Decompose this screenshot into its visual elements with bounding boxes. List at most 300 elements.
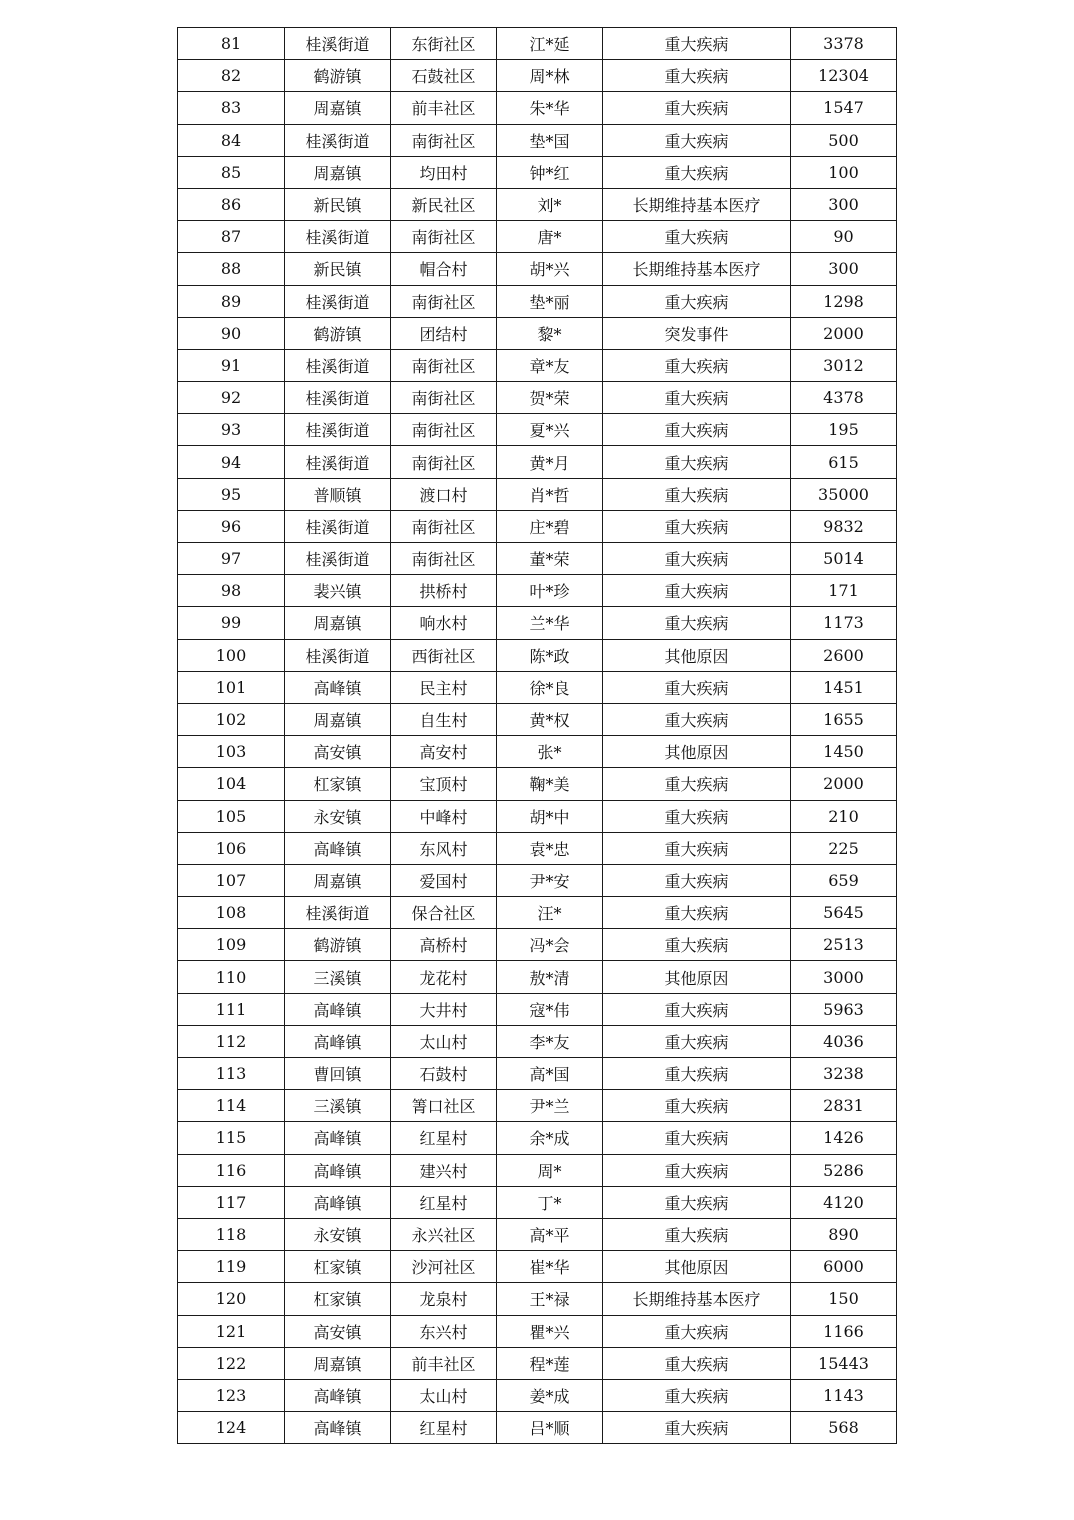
- name-cell: 汪*: [497, 897, 603, 929]
- row-number-cell: 109: [178, 929, 285, 961]
- amount-cell: 12304: [791, 60, 897, 92]
- town-cell: 桂溪街道: [285, 897, 391, 929]
- row-number-cell: 83: [178, 92, 285, 124]
- village-cell: 南街社区: [391, 543, 497, 575]
- amount-cell: 210: [791, 800, 897, 832]
- reason-cell: 重大疾病: [603, 575, 791, 607]
- town-cell: 杠家镇: [285, 768, 391, 800]
- town-cell: 高峰镇: [285, 1025, 391, 1057]
- village-cell: 龙泉村: [391, 1283, 497, 1315]
- table-row: [178, 961, 897, 993]
- town-cell: 桂溪街道: [285, 639, 391, 671]
- town-cell: 桂溪街道: [285, 285, 391, 317]
- name-cell: 钟*红: [497, 156, 603, 188]
- village-cell: 响水村: [391, 607, 497, 639]
- row-number-cell: 93: [178, 414, 285, 446]
- row-number-cell: 104: [178, 768, 285, 800]
- table-row: [178, 414, 897, 446]
- village-cell: 前丰社区: [391, 92, 497, 124]
- row-number-cell: 107: [178, 864, 285, 896]
- row-number-cell: 121: [178, 1315, 285, 1347]
- amount-cell: 225: [791, 832, 897, 864]
- row-number-cell: 118: [178, 1218, 285, 1250]
- village-cell: 爱国村: [391, 864, 497, 896]
- row-number-cell: 123: [178, 1379, 285, 1411]
- reason-cell: 重大疾病: [603, 832, 791, 864]
- row-number-cell: 114: [178, 1090, 285, 1122]
- name-cell: 寇*伟: [497, 993, 603, 1025]
- table-row: [178, 382, 897, 414]
- village-cell: 红星村: [391, 1186, 497, 1218]
- name-cell: 尹*安: [497, 864, 603, 896]
- row-number-cell: 116: [178, 1154, 285, 1186]
- amount-cell: 1426: [791, 1122, 897, 1154]
- village-cell: 保合社区: [391, 897, 497, 929]
- reason-cell: 重大疾病: [603, 1379, 791, 1411]
- table-row: [178, 1412, 897, 1444]
- table-row: [178, 1025, 897, 1057]
- row-number-cell: 88: [178, 253, 285, 285]
- row-number-cell: 101: [178, 671, 285, 703]
- reason-cell: 长期维持基本医疗: [603, 188, 791, 220]
- row-number-cell: 81: [178, 28, 285, 60]
- village-cell: 红星村: [391, 1122, 497, 1154]
- table-row: [178, 1122, 897, 1154]
- row-number-cell: 120: [178, 1283, 285, 1315]
- table-row: [178, 543, 897, 575]
- reason-cell: 重大疾病: [603, 703, 791, 735]
- village-cell: 南街社区: [391, 446, 497, 478]
- town-cell: 鹤游镇: [285, 317, 391, 349]
- amount-cell: 100: [791, 156, 897, 188]
- town-cell: 高峰镇: [285, 1412, 391, 1444]
- reason-cell: 重大疾病: [603, 478, 791, 510]
- reason-cell: 重大疾病: [603, 156, 791, 188]
- town-cell: 鹤游镇: [285, 60, 391, 92]
- table-row: [178, 575, 897, 607]
- table-row: [178, 349, 897, 381]
- reason-cell: 重大疾病: [603, 671, 791, 703]
- table-row: [178, 253, 897, 285]
- name-cell: 胡*兴: [497, 253, 603, 285]
- table-row: [178, 1251, 897, 1283]
- amount-cell: 1173: [791, 607, 897, 639]
- name-cell: 周*: [497, 1154, 603, 1186]
- village-cell: 前丰社区: [391, 1347, 497, 1379]
- table-row: [178, 510, 897, 542]
- name-cell: 垫*国: [497, 124, 603, 156]
- row-number-cell: 117: [178, 1186, 285, 1218]
- amount-cell: 1655: [791, 703, 897, 735]
- name-cell: 黎*: [497, 317, 603, 349]
- amount-cell: 659: [791, 864, 897, 896]
- village-cell: 均田村: [391, 156, 497, 188]
- town-cell: 桂溪街道: [285, 382, 391, 414]
- table-row: [178, 156, 897, 188]
- reason-cell: 重大疾病: [603, 1122, 791, 1154]
- table-row: [178, 1379, 897, 1411]
- reason-cell: 长期维持基本医疗: [603, 1283, 791, 1315]
- amount-cell: 150: [791, 1283, 897, 1315]
- table-row: [178, 1218, 897, 1250]
- name-cell: 高*平: [497, 1218, 603, 1250]
- table-row: [178, 28, 897, 60]
- town-cell: 桂溪街道: [285, 510, 391, 542]
- row-number-cell: 113: [178, 1058, 285, 1090]
- village-cell: 南街社区: [391, 349, 497, 381]
- amount-cell: 2600: [791, 639, 897, 671]
- amount-cell: 4036: [791, 1025, 897, 1057]
- name-cell: 袁*忠: [497, 832, 603, 864]
- row-number-cell: 92: [178, 382, 285, 414]
- table-row: [178, 1283, 897, 1315]
- town-cell: 高峰镇: [285, 1122, 391, 1154]
- village-cell: 永兴社区: [391, 1218, 497, 1250]
- row-number-cell: 86: [178, 188, 285, 220]
- name-cell: 丁*: [497, 1186, 603, 1218]
- table-row: [178, 1154, 897, 1186]
- name-cell: 高*国: [497, 1058, 603, 1090]
- name-cell: 张*: [497, 736, 603, 768]
- relief-table: [177, 27, 897, 1444]
- name-cell: 刘*: [497, 188, 603, 220]
- name-cell: 肖*哲: [497, 478, 603, 510]
- row-number-cell: 97: [178, 543, 285, 575]
- amount-cell: 300: [791, 188, 897, 220]
- name-cell: 夏*兴: [497, 414, 603, 446]
- town-cell: 周嘉镇: [285, 864, 391, 896]
- village-cell: 龙花村: [391, 961, 497, 993]
- name-cell: 瞿*兴: [497, 1315, 603, 1347]
- name-cell: 姜*成: [497, 1379, 603, 1411]
- table-row: [178, 1347, 897, 1379]
- village-cell: 南街社区: [391, 510, 497, 542]
- row-number-cell: 105: [178, 800, 285, 832]
- amount-cell: 3000: [791, 961, 897, 993]
- reason-cell: 长期维持基本医疗: [603, 253, 791, 285]
- reason-cell: 其他原因: [603, 961, 791, 993]
- name-cell: 陈*政: [497, 639, 603, 671]
- town-cell: 三溪镇: [285, 961, 391, 993]
- reason-cell: 重大疾病: [603, 1025, 791, 1057]
- amount-cell: 890: [791, 1218, 897, 1250]
- name-cell: 垫*丽: [497, 285, 603, 317]
- amount-cell: 5286: [791, 1154, 897, 1186]
- reason-cell: 重大疾病: [603, 1412, 791, 1444]
- village-cell: 沙河社区: [391, 1251, 497, 1283]
- village-cell: 南街社区: [391, 221, 497, 253]
- name-cell: 朱*华: [497, 92, 603, 124]
- amount-cell: 500: [791, 124, 897, 156]
- village-cell: 西街社区: [391, 639, 497, 671]
- reason-cell: 重大疾病: [603, 1186, 791, 1218]
- amount-cell: 3378: [791, 28, 897, 60]
- town-cell: 裴兴镇: [285, 575, 391, 607]
- reason-cell: 重大疾病: [603, 543, 791, 575]
- table-row: [178, 703, 897, 735]
- reason-cell: 重大疾病: [603, 1315, 791, 1347]
- table-row: [178, 60, 897, 92]
- village-cell: 太山村: [391, 1379, 497, 1411]
- name-cell: 黄*权: [497, 703, 603, 735]
- table-row: [178, 607, 897, 639]
- row-number-cell: 84: [178, 124, 285, 156]
- table-row: [178, 897, 897, 929]
- village-cell: 南街社区: [391, 285, 497, 317]
- amount-cell: 171: [791, 575, 897, 607]
- town-cell: 周嘉镇: [285, 607, 391, 639]
- town-cell: 桂溪街道: [285, 221, 391, 253]
- village-cell: 东街社区: [391, 28, 497, 60]
- amount-cell: 5645: [791, 897, 897, 929]
- village-cell: 大井村: [391, 993, 497, 1025]
- table-row: [178, 1058, 897, 1090]
- reason-cell: 重大疾病: [603, 929, 791, 961]
- reason-cell: 重大疾病: [603, 124, 791, 156]
- row-number-cell: 102: [178, 703, 285, 735]
- amount-cell: 1451: [791, 671, 897, 703]
- name-cell: 鞠*美: [497, 768, 603, 800]
- town-cell: 高安镇: [285, 736, 391, 768]
- town-cell: 周嘉镇: [285, 1347, 391, 1379]
- table-row: [178, 736, 897, 768]
- reason-cell: 重大疾病: [603, 446, 791, 478]
- reason-cell: 其他原因: [603, 639, 791, 671]
- row-number-cell: 100: [178, 639, 285, 671]
- name-cell: 吕*顺: [497, 1412, 603, 1444]
- name-cell: 庄*碧: [497, 510, 603, 542]
- reason-cell: 重大疾病: [603, 510, 791, 542]
- row-number-cell: 112: [178, 1025, 285, 1057]
- name-cell: 徐*良: [497, 671, 603, 703]
- amount-cell: 4378: [791, 382, 897, 414]
- town-cell: 周嘉镇: [285, 156, 391, 188]
- reason-cell: 重大疾病: [603, 349, 791, 381]
- amount-cell: 9832: [791, 510, 897, 542]
- village-cell: 新民社区: [391, 188, 497, 220]
- village-cell: 建兴村: [391, 1154, 497, 1186]
- reason-cell: 其他原因: [603, 736, 791, 768]
- amount-cell: 1143: [791, 1379, 897, 1411]
- village-cell: 石鼓村: [391, 1058, 497, 1090]
- row-number-cell: 111: [178, 993, 285, 1025]
- amount-cell: 1298: [791, 285, 897, 317]
- amount-cell: 3238: [791, 1058, 897, 1090]
- town-cell: 杠家镇: [285, 1283, 391, 1315]
- amount-cell: 568: [791, 1412, 897, 1444]
- table-row: [178, 124, 897, 156]
- amount-cell: 4120: [791, 1186, 897, 1218]
- reason-cell: 重大疾病: [603, 607, 791, 639]
- amount-cell: 1166: [791, 1315, 897, 1347]
- name-cell: 程*莲: [497, 1347, 603, 1379]
- amount-cell: 300: [791, 253, 897, 285]
- table-row: [178, 671, 897, 703]
- village-cell: 拱桥村: [391, 575, 497, 607]
- town-cell: 鹤游镇: [285, 929, 391, 961]
- town-cell: 新民镇: [285, 188, 391, 220]
- table-row: [178, 832, 897, 864]
- town-cell: 高峰镇: [285, 1154, 391, 1186]
- row-number-cell: 124: [178, 1412, 285, 1444]
- name-cell: 李*友: [497, 1025, 603, 1057]
- village-cell: 箐口社区: [391, 1090, 497, 1122]
- reason-cell: 重大疾病: [603, 993, 791, 1025]
- row-number-cell: 91: [178, 349, 285, 381]
- row-number-cell: 94: [178, 446, 285, 478]
- reason-cell: 重大疾病: [603, 382, 791, 414]
- table-row: [178, 639, 897, 671]
- name-cell: 余*成: [497, 1122, 603, 1154]
- village-cell: 中峰村: [391, 800, 497, 832]
- town-cell: 高峰镇: [285, 993, 391, 1025]
- reason-cell: 重大疾病: [603, 221, 791, 253]
- village-cell: 东风村: [391, 832, 497, 864]
- name-cell: 贺*荣: [497, 382, 603, 414]
- village-cell: 南街社区: [391, 414, 497, 446]
- name-cell: 董*荣: [497, 543, 603, 575]
- town-cell: 桂溪街道: [285, 543, 391, 575]
- amount-cell: 1547: [791, 92, 897, 124]
- row-number-cell: 103: [178, 736, 285, 768]
- town-cell: 桂溪街道: [285, 349, 391, 381]
- reason-cell: 重大疾病: [603, 864, 791, 896]
- reason-cell: 重大疾病: [603, 414, 791, 446]
- relief-table-body: [178, 28, 897, 1444]
- village-cell: 民主村: [391, 671, 497, 703]
- village-cell: 帽合村: [391, 253, 497, 285]
- amount-cell: 6000: [791, 1251, 897, 1283]
- town-cell: 桂溪街道: [285, 28, 391, 60]
- town-cell: 杠家镇: [285, 1251, 391, 1283]
- name-cell: 兰*华: [497, 607, 603, 639]
- amount-cell: 2513: [791, 929, 897, 961]
- town-cell: 高峰镇: [285, 1379, 391, 1411]
- table-row: [178, 993, 897, 1025]
- reason-cell: 重大疾病: [603, 1090, 791, 1122]
- table-row: [178, 221, 897, 253]
- village-cell: 高安村: [391, 736, 497, 768]
- town-cell: 周嘉镇: [285, 92, 391, 124]
- amount-cell: 615: [791, 446, 897, 478]
- reason-cell: 重大疾病: [603, 768, 791, 800]
- amount-cell: 90: [791, 221, 897, 253]
- town-cell: 高峰镇: [285, 671, 391, 703]
- town-cell: 桂溪街道: [285, 414, 391, 446]
- village-cell: 高桥村: [391, 929, 497, 961]
- name-cell: 崔*华: [497, 1251, 603, 1283]
- table-row: [178, 317, 897, 349]
- village-cell: 东兴村: [391, 1315, 497, 1347]
- name-cell: 黄*月: [497, 446, 603, 478]
- reason-cell: 重大疾病: [603, 1154, 791, 1186]
- row-number-cell: 115: [178, 1122, 285, 1154]
- table-row: [178, 864, 897, 896]
- row-number-cell: 87: [178, 221, 285, 253]
- row-number-cell: 110: [178, 961, 285, 993]
- row-number-cell: 108: [178, 897, 285, 929]
- town-cell: 永安镇: [285, 1218, 391, 1250]
- amount-cell: 5963: [791, 993, 897, 1025]
- row-number-cell: 99: [178, 607, 285, 639]
- table-row: [178, 800, 897, 832]
- reason-cell: 突发事件: [603, 317, 791, 349]
- table-row: [178, 188, 897, 220]
- reason-cell: 重大疾病: [603, 28, 791, 60]
- name-cell: 唐*: [497, 221, 603, 253]
- row-number-cell: 96: [178, 510, 285, 542]
- table-row: [178, 285, 897, 317]
- reason-cell: 重大疾病: [603, 92, 791, 124]
- village-cell: 南街社区: [391, 382, 497, 414]
- reason-cell: 其他原因: [603, 1251, 791, 1283]
- amount-cell: 2831: [791, 1090, 897, 1122]
- town-cell: 高安镇: [285, 1315, 391, 1347]
- amount-cell: 3012: [791, 349, 897, 381]
- town-cell: 曹回镇: [285, 1058, 391, 1090]
- village-cell: 红星村: [391, 1412, 497, 1444]
- town-cell: 高峰镇: [285, 832, 391, 864]
- village-cell: 南街社区: [391, 124, 497, 156]
- row-number-cell: 85: [178, 156, 285, 188]
- name-cell: 章*友: [497, 349, 603, 381]
- town-cell: 桂溪街道: [285, 124, 391, 156]
- amount-cell: 35000: [791, 478, 897, 510]
- name-cell: 敖*清: [497, 961, 603, 993]
- name-cell: 冯*会: [497, 929, 603, 961]
- table-row: [178, 1315, 897, 1347]
- town-cell: 新民镇: [285, 253, 391, 285]
- table-row: [178, 768, 897, 800]
- row-number-cell: 122: [178, 1347, 285, 1379]
- town-cell: 三溪镇: [285, 1090, 391, 1122]
- reason-cell: 重大疾病: [603, 1347, 791, 1379]
- amount-cell: 15443: [791, 1347, 897, 1379]
- row-number-cell: 119: [178, 1251, 285, 1283]
- amount-cell: 5014: [791, 543, 897, 575]
- row-number-cell: 98: [178, 575, 285, 607]
- amount-cell: 195: [791, 414, 897, 446]
- name-cell: 王*禄: [497, 1283, 603, 1315]
- table-row: [178, 929, 897, 961]
- reason-cell: 重大疾病: [603, 60, 791, 92]
- village-cell: 石鼓社区: [391, 60, 497, 92]
- town-cell: 周嘉镇: [285, 703, 391, 735]
- amount-cell: 2000: [791, 768, 897, 800]
- row-number-cell: 106: [178, 832, 285, 864]
- town-cell: 普顺镇: [285, 478, 391, 510]
- name-cell: 周*林: [497, 60, 603, 92]
- amount-cell: 1450: [791, 736, 897, 768]
- village-cell: 自生村: [391, 703, 497, 735]
- name-cell: 胡*中: [497, 800, 603, 832]
- reason-cell: 重大疾病: [603, 897, 791, 929]
- table-row: [178, 1186, 897, 1218]
- town-cell: 桂溪街道: [285, 446, 391, 478]
- village-cell: 太山村: [391, 1025, 497, 1057]
- table-row: [178, 478, 897, 510]
- name-cell: 尹*兰: [497, 1090, 603, 1122]
- amount-cell: 2000: [791, 317, 897, 349]
- row-number-cell: 82: [178, 60, 285, 92]
- reason-cell: 重大疾病: [603, 1058, 791, 1090]
- town-cell: 永安镇: [285, 800, 391, 832]
- village-cell: 宝顶村: [391, 768, 497, 800]
- town-cell: 高峰镇: [285, 1186, 391, 1218]
- table-row: [178, 1090, 897, 1122]
- row-number-cell: 89: [178, 285, 285, 317]
- row-number-cell: 95: [178, 478, 285, 510]
